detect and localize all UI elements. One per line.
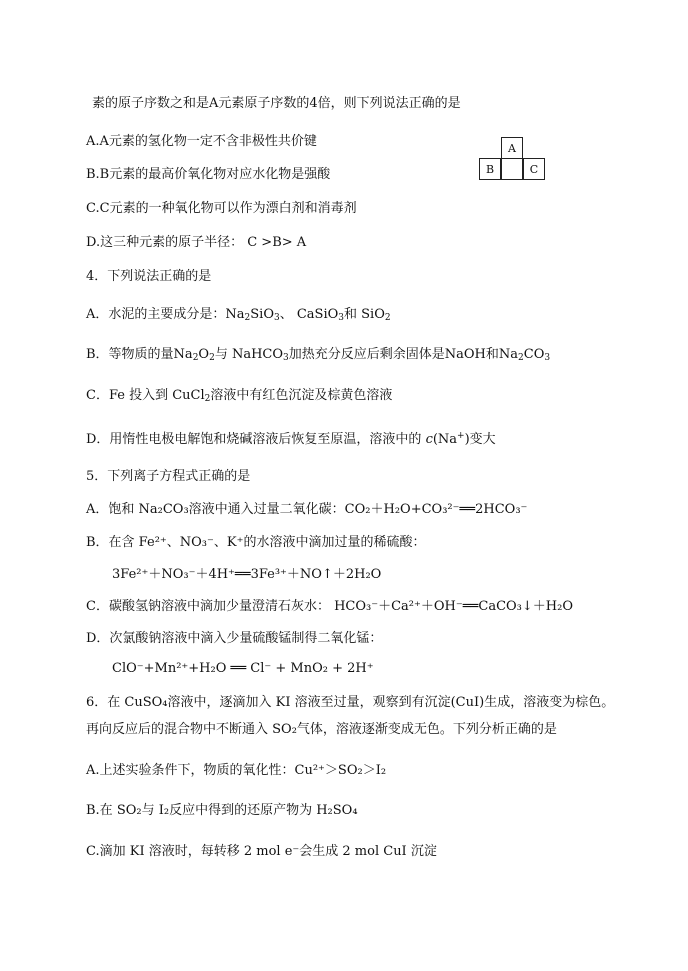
sub: 2 <box>384 313 391 323</box>
q4b-text4: 加热充分反应后剩余固体是NaOH和Na <box>288 347 519 362</box>
q4d-na: (Na <box>432 432 458 447</box>
q4d-post: )变大 <box>464 432 496 447</box>
q4a-text3: 、 CaSiO <box>279 307 339 322</box>
q4-stem: 4．下列说法正确的是 <box>86 269 212 284</box>
q5-option-a: A．饱和 Na₂CO₃溶液中通入过量二氧化碳：CO₂＋H₂O+CO₃²⁻══2HCO₃⁻ <box>86 502 528 517</box>
q4a-text4: 和 SiO <box>344 307 385 322</box>
sub: 3 <box>273 313 280 323</box>
q5-option-b-equation: 3Fe²⁺＋NO₃⁻＋4H⁺══3Fe³⁺＋NO↑＋2H₂O <box>112 567 382 582</box>
q4b-text5: CO <box>523 347 545 362</box>
sub: 3 <box>544 353 551 363</box>
sub: 2 <box>244 313 251 323</box>
q5-option-b: B．在含 Fe²⁺、NO₃⁻、K⁺的水溶液中滴加过量的稀硫酸： <box>86 535 426 550</box>
q4b-text2: O <box>198 347 210 362</box>
q6-option-b: B.在 SO₂与 I₂反应中得到的还原产物为 H₂SO₄ <box>86 803 358 818</box>
sub: 3 <box>283 353 289 363</box>
element-position-table <box>479 137 546 182</box>
q5-option-d: D．次氯酸钠溶液中滴入少量硫酸锰制得二氧化锰： <box>86 631 383 646</box>
q4-option-d <box>86 427 496 449</box>
sub: 3 <box>338 313 345 323</box>
q4-option-c <box>86 387 392 408</box>
q4c-text2: 溶液中有红色沉淀及棕黄色溶液 <box>210 388 393 403</box>
cell-b: B <box>479 158 501 180</box>
q4b-text: B．等物质的量Na <box>86 347 193 362</box>
sub: 2 <box>192 353 199 363</box>
q5-stem: 5．下列离子方程式正确的是 <box>86 469 251 484</box>
cell-c: C <box>523 158 545 180</box>
q6-stem-line1: 6．在 CuSO₄溶液中，逐滴加入 KI 溶液至过量，观察到有沉淀(CuI)生成，溶液变为棕色。 <box>86 695 615 710</box>
q4a-text: A．水泥的主要成分是：Na <box>86 307 245 322</box>
q4d-c: c <box>425 432 433 447</box>
cell-empty <box>501 158 523 180</box>
q6-option-c: C.滴加 KI 溶液时，每转移 2 mol e⁻会生成 2 mol CuI 沉淀 <box>86 844 437 859</box>
q5-option-c: C．碳酸氢钠溶液中滴加少量澄清石灰水： HCO₃⁻＋Ca²⁺＋OH⁻══CaCO₃↓＋H₂O <box>86 599 573 614</box>
q5-option-d-equation: ClO⁻+Mn²⁺+H₂O ══ Cl⁻ + MnO₂ + 2H⁺ <box>112 661 374 676</box>
q3-option-a: A.A元素的氢化物一定不含非极性共价键 <box>86 134 317 149</box>
q3-option-b: B.B元素的最高价氧化物对应水化物是强酸 <box>86 167 331 182</box>
q4a-text2: SiO <box>250 307 274 322</box>
q6-stem-line2: 再向反应后的混合物中不断通入 SO₂气体，溶液逐渐变成无色。下列分析正确的是 <box>86 722 557 737</box>
q4c-text: C．Fe 投入到 CuCl <box>86 388 205 403</box>
cell-a: A <box>501 137 523 159</box>
sub: 2 <box>209 353 215 363</box>
q4d-text: D．用惰性电极电解饱和烧碱溶液后恢复至原温，溶液中的 <box>86 432 426 447</box>
q3-option-c: C.C元素的一种氧化物可以作为漂白剂和消毒剂 <box>86 201 357 216</box>
sub: 2 <box>518 353 524 363</box>
sub: 2 <box>204 394 211 404</box>
q4-option-a <box>86 306 391 327</box>
sup: + <box>457 431 465 441</box>
q6-option-a: A.上述实验条件下，物质的氧化性：Cu²⁺＞SO₂＞I₂ <box>86 763 387 778</box>
q3-option-d: D.这三种元素的原子半径： C >B> A <box>86 235 307 250</box>
q4-option-b <box>86 346 550 367</box>
q4b-text3: 与 NaHCO <box>214 347 284 362</box>
q3-stem: 素的原子序数之和是A元素原子序数的4倍，则下列说法正确的是 <box>92 96 461 111</box>
